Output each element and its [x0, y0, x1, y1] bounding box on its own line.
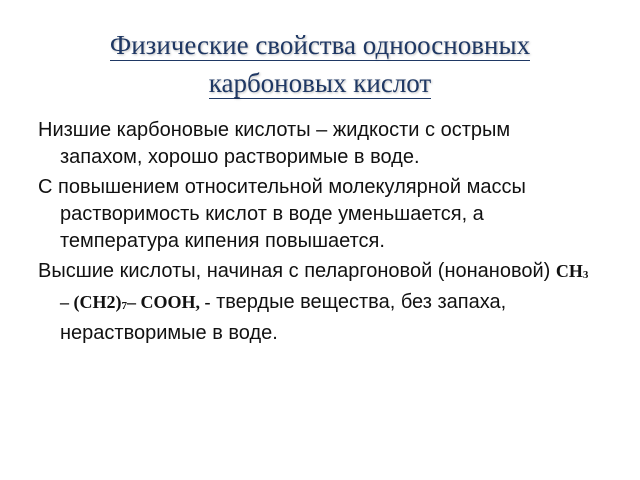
formula-ch: CH — [555, 261, 583, 281]
title-line-1: Физические свойства одноосновных — [109, 30, 531, 60]
slide-title — [40, 26, 600, 102]
high-acids-properties: твердые вещества, без запаха, нерастворимые в воде. — [60, 291, 507, 344]
title-line-2: карбоновых кислот — [208, 68, 432, 98]
formula-cooh: – COOH — [127, 292, 196, 312]
paragraph-low-acids: Низшие карбоновые кислоты – жидкости с острым запахом, хорошо растворимые в воде. — [38, 119, 511, 168]
slide-body — [38, 117, 598, 350]
high-acids-intro: Высшие кислоты, начиная с пеларгоновой (нонановой) — [38, 260, 556, 282]
formula-subscript-7: 7 — [121, 300, 127, 312]
formula-ch2-group: – (CH2) — [60, 292, 122, 312]
paragraph-molecular-mass: С повышением относительной молекулярной массы растворимость кислот в воде уменьшается, а температура кипения повышается. — [38, 176, 526, 252]
paragraph-high-acids — [38, 258, 598, 347]
formula-separator: , - — [195, 292, 211, 312]
formula-subscript-3: 3 — [582, 269, 589, 281]
